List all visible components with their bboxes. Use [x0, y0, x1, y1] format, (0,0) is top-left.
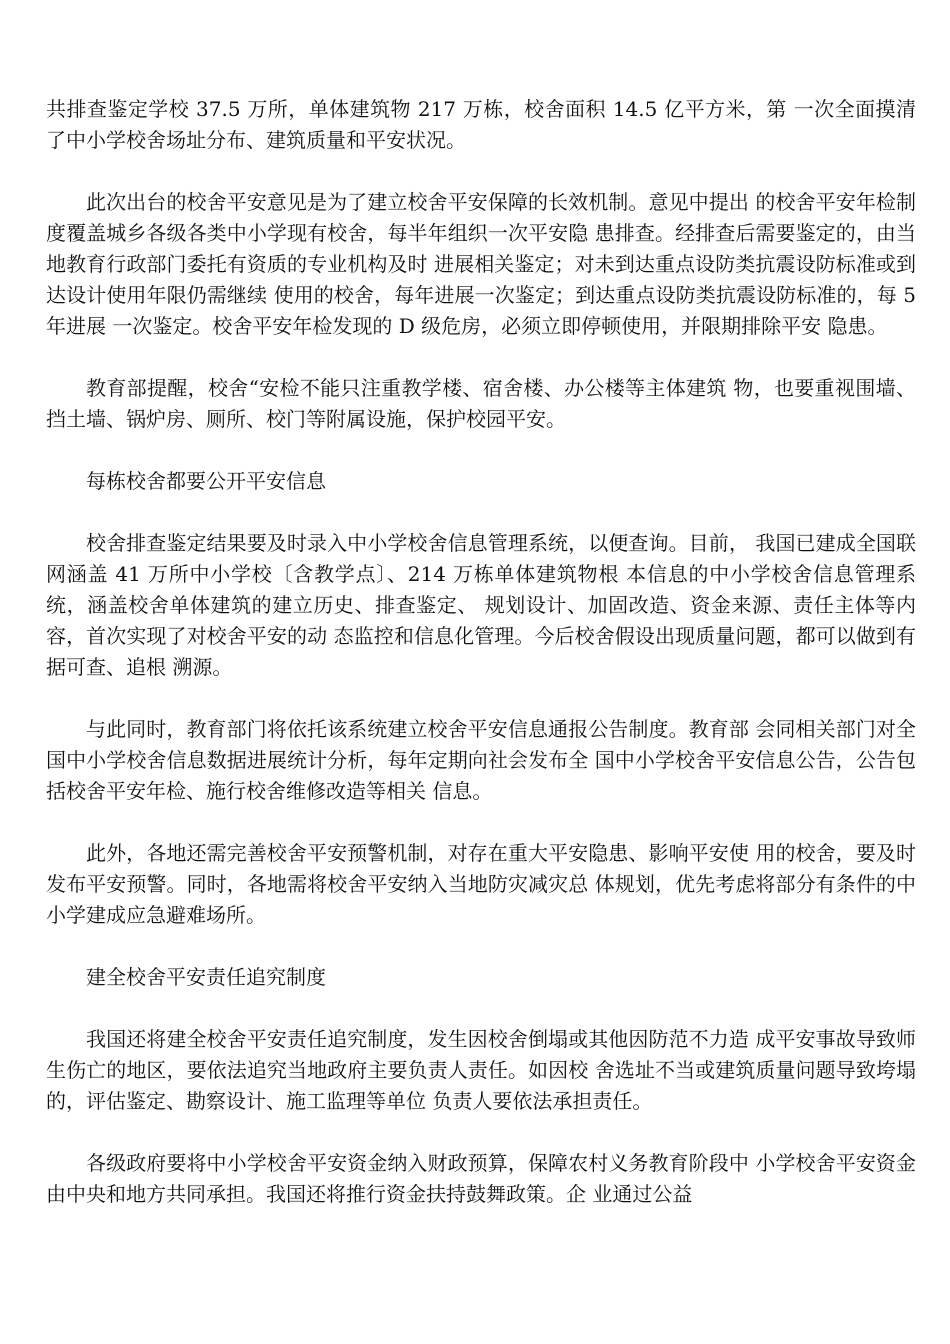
section-heading-public-info: 每栋校舍都要公开平安信息	[86, 469, 326, 493]
paragraph-funding: 各级政府要将中小学校舍平安资金纳入财政预算，保障农村义务教育阶段中 小学校舍平安资金由中央和地方共同承担。我国还将推行资金扶持鼓舞政策。企 业通过公益	[46, 1151, 916, 1206]
paragraph-accountability: 我国还将建全校舍平安责任追究制度，发生因校舍倒塌或其他因防范不力造 成平安事故导致师生伤亡的地区，要依法追究当地政府主要负责人责任。如因校 舍选址不当或建筑质量问题导致垮塌的，评估鉴定、勘察设计、施工监理等单位 负责人要依法承担责任。	[46, 1027, 916, 1113]
paragraph-ministry-reminder: 教育部提醒，校舍“安检不能只注重教学楼、宿舍楼、办公楼等主体建筑 物，也要重视围墙、挡土墙、锅炉房、厕所、校门等附属设施，保护校园平安。	[46, 376, 916, 431]
paragraph-info-system: 校舍排查鉴定结果要及时录入中小学校舍信息管理系统，以便查询。目前， 我国已建成全国联网涵盖 41 万所中小学校〔含教学点〕、214 万栋单体建筑物根 本信息的中小学校舍信息管理系统，涵盖校舍单体建筑的建立历史、排查鉴定、 规划设计、加固改造、资金来源、责任主体等内容，首次实现了对校舍平安的动 态监控和信息化管理。今后校舍假设出现质量问题，都可以做到有据可查、追根 溯源。	[46, 531, 916, 679]
paragraph-announcement: 与此同时，教育部门将依托该系统建立校舍平安信息通报公告制度。教育部 会同相关部门对全国中小学校舍信息数据进展统计分析，每年定期向社会发布全 国中小学校舍平安信息公告，公告包括校舍平安年检、施行校舍维修改造等相关 信息。	[46, 717, 916, 803]
paragraph-annual-inspection: 此次出台的校舍平安意见是为了建立校舍平安保障的长效机制。意见中提出 的校舍平安年检制度覆盖城乡各级各类中小学现有校舍，每半年组织一次平安隐 患排查。经排查后需要鉴定的，由当地教育行政部门委托有资质的专业机构及时 进展相关鉴定；对未到达重点设防类抗震设防标准或到达设计使用年限仍需继续 使用的校舍，每年进展一次鉴定；到达重点设防类抗震设防标准的，每 5 年进展 一次鉴定。校舍平安年检发现的 D 级危房，必须立即停顿使用，并限期排除平安 隐患。	[46, 190, 916, 338]
section-heading-accountability: 建全校舍平安责任追究制度	[86, 965, 326, 989]
paragraph-survey-results: 共排查鉴定学校 37.5 万所，单体建筑物 217 万栋，校舍面积 14.5 亿平方米，第 一次全面摸清了中小学校舍场址分布、建筑质量和平安状况。	[46, 97, 916, 152]
paragraph-warning: 此外，各地还需完善校舍平安预警机制，对存在重大平安隐患、影响平安使 用的校舍，要及时发布平安预警。同时，各地需将校舍平安纳入当地防灾减灾总 体规划，优先考虑将部分有条件的中小学建成应急避难场所。	[46, 841, 916, 927]
